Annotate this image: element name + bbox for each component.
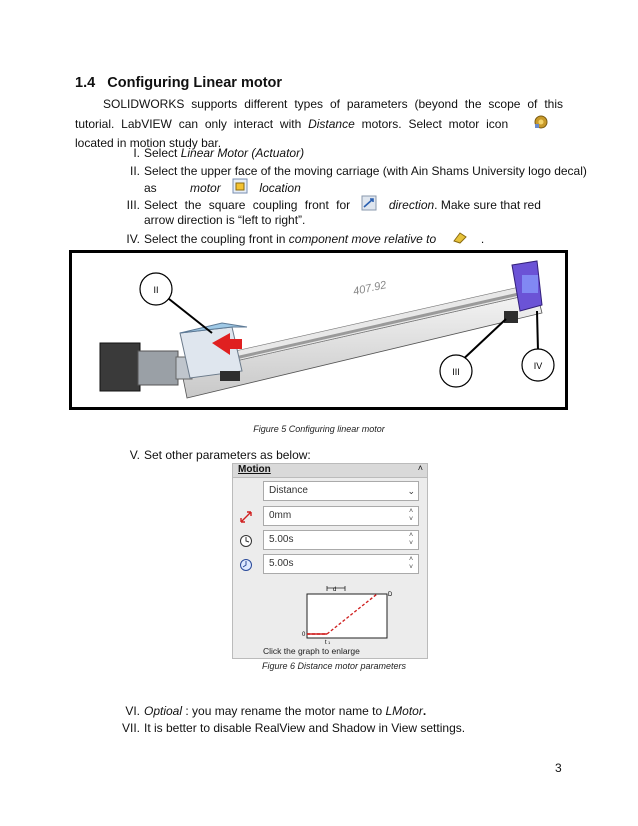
step-text: . Make sure that red [434, 197, 541, 212]
stepper-icon[interactable]: ˄ ˅ [408, 508, 414, 523]
stepper-icon[interactable]: ˄ ˅ [408, 532, 414, 547]
step-text: Select the square coupling front for [144, 197, 351, 212]
step-italic: direction [388, 197, 435, 212]
step-italic: Optioal [144, 704, 183, 718]
step-text: . [480, 231, 485, 246]
distance-value: 0mm [269, 510, 292, 521]
step-text: It is better to disable RealView and Shadow in View settings. [144, 721, 466, 735]
step-number: V. [129, 448, 140, 462]
start-time-value: 5.00s [269, 534, 294, 545]
figure-6-caption: Figure 6 Distance motor parameters [261, 661, 407, 671]
section-number: 1.4 [75, 75, 96, 91]
step-text: Select the coupling front in [144, 231, 289, 246]
intro-text-1: SOLIDWORKS supports different types of parameters (beyond the scope of this tutorial. LabVIEW can only interact with [75, 97, 563, 131]
step-text: : you may rename the motor name to [182, 704, 386, 718]
enlarge-hint: Click the graph to enlarge [263, 646, 360, 656]
step-3-line2 [144, 212, 305, 230]
step-5 [116, 447, 311, 465]
callout-3: III [452, 367, 460, 377]
stepper-icon[interactable]: ˄ ˅ [408, 556, 414, 571]
graph-label-d: d [333, 587, 337, 593]
step-italic: Linear Motor (Actuator) [180, 146, 305, 160]
motor-type-select[interactable] [263, 481, 419, 501]
step-text: Select the upper face of the moving carriage (with Ain Shams University logo decal) [144, 164, 587, 178]
step-number: I. [133, 146, 140, 160]
motion-panel [232, 463, 428, 659]
step-number: VII. [121, 721, 140, 735]
step-text: arrow direction is “left to right”. [144, 213, 306, 227]
distance-icon [239, 510, 253, 527]
callout-4: IV [533, 361, 543, 371]
step-italic: motor [190, 180, 221, 195]
step-number: IV. [126, 231, 140, 246]
start-time-icon [239, 534, 253, 551]
section-title: Configuring Linear motor [107, 75, 283, 91]
panel-header [233, 464, 427, 478]
step-7 [116, 720, 465, 738]
step-1 [116, 145, 304, 163]
collapse-icon[interactable]: ˄ [417, 463, 423, 473]
graph-label-D: D [388, 592, 393, 598]
figure-5 [69, 250, 568, 410]
step-italic: component move relative to [288, 231, 437, 246]
step-6 [116, 703, 426, 721]
relative-move-icon [452, 229, 468, 251]
graph-label-0: 0 [302, 632, 306, 638]
step-number: VI. [125, 704, 140, 718]
intro-text-2: motors. Select motor icon [354, 116, 509, 131]
start-time-field[interactable] [263, 530, 419, 550]
intro-text-3: located in motion study bar. [75, 136, 222, 150]
step-text: . [422, 704, 427, 718]
page-number: 3 [555, 761, 562, 775]
distance-field[interactable] [263, 506, 419, 526]
duration-value: 5.00s [269, 558, 294, 569]
direction-icon [361, 195, 377, 217]
graph-label-t-sub: 1 [328, 640, 331, 644]
step-italic: location [259, 180, 301, 195]
section-heading [75, 75, 282, 91]
callout-2: II [153, 285, 159, 295]
step-4 [116, 229, 484, 251]
step-text: Set other parameters as below: [144, 448, 311, 462]
linear-actuator-illustration [72, 253, 565, 407]
duration-field[interactable] [263, 554, 419, 574]
motor-icon [533, 114, 549, 136]
graph-label-t: t [325, 640, 327, 644]
figure-5-caption: Figure 5 Configuring linear motor [253, 424, 385, 434]
panel-title: Motion [238, 464, 271, 475]
step-text: Select [144, 146, 181, 160]
step-number: II. [129, 164, 140, 178]
step-number: III. [126, 197, 140, 212]
step-text: as [144, 180, 157, 195]
step-bold-italic: LMotor [385, 704, 423, 718]
duration-icon [239, 558, 253, 575]
motion-profile-graph[interactable] [299, 584, 399, 644]
intro-italic: Distance [308, 116, 355, 131]
chevron-down-icon: ⌄ [407, 486, 415, 496]
dimension-label: 407.92 [352, 279, 388, 298]
motor-type-value: Distance [269, 485, 308, 496]
